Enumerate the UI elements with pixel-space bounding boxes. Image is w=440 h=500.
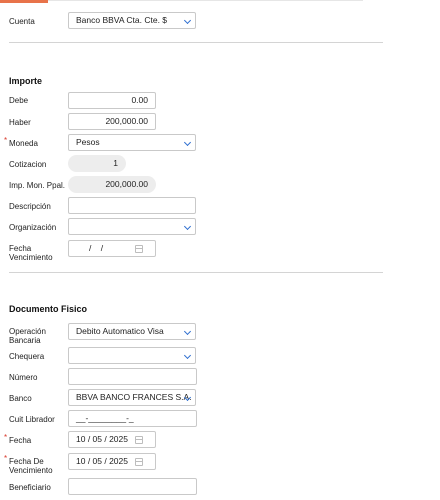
chevron-down-icon bbox=[184, 352, 191, 359]
required-mark: * bbox=[4, 433, 8, 442]
divider bbox=[9, 272, 383, 273]
chequera-label: Chequera bbox=[9, 352, 45, 361]
moneda-value: Pesos bbox=[76, 137, 100, 147]
calendar-icon[interactable] bbox=[135, 436, 143, 444]
calendar-icon[interactable] bbox=[135, 245, 143, 253]
fecha-label: Fecha bbox=[9, 436, 32, 445]
debe-input[interactable]: 0.00 bbox=[68, 92, 156, 109]
fecha-vencimiento-label-line2: Vencimiento bbox=[9, 253, 53, 262]
cuenta-value: Banco BBVA Cta. Cte. $ bbox=[76, 15, 168, 25]
fecha-de-vencimiento-label-line1: Fecha De bbox=[9, 457, 44, 466]
moneda-label: Moneda bbox=[9, 139, 38, 148]
imp-mon-ppal-value: 200,000.00 bbox=[68, 176, 156, 193]
haber-input[interactable]: 200,000.00 bbox=[68, 113, 156, 130]
organizacion-label: Organización bbox=[9, 223, 57, 232]
cuenta-label: Cuenta bbox=[9, 17, 35, 26]
fecha-de-vencimiento-value: 10 / 05 / 2025 bbox=[76, 456, 128, 466]
operacion-value: Debito Automatico Visa bbox=[76, 326, 164, 336]
beneficiario-input[interactable] bbox=[68, 478, 197, 495]
chevron-down-icon bbox=[184, 139, 191, 146]
top-border bbox=[48, 0, 363, 1]
numero-input[interactable] bbox=[68, 368, 197, 385]
beneficiario-label: Beneficiario bbox=[9, 483, 51, 492]
chequera-select[interactable] bbox=[68, 347, 196, 364]
banco-select[interactable] bbox=[68, 389, 196, 406]
fecha-vencimiento-label-line1: Fecha bbox=[9, 244, 32, 253]
section-title-documento-fisico: Documento Fisico bbox=[9, 304, 88, 314]
organizacion-select[interactable] bbox=[68, 218, 196, 235]
operacion-label-line1: Operación bbox=[9, 327, 46, 336]
required-mark: * bbox=[4, 136, 8, 145]
fecha-de-vencimiento-input[interactable] bbox=[68, 453, 156, 470]
banco-value: BBVA BANCO FRANCES S.A. bbox=[76, 392, 192, 402]
fecha-vencimiento-value: / / bbox=[89, 243, 104, 253]
cuit-librador-input[interactable]: __-________-_ bbox=[68, 410, 197, 427]
required-mark: * bbox=[4, 454, 8, 463]
numero-label: Número bbox=[9, 373, 38, 382]
fecha-input[interactable] bbox=[68, 431, 156, 448]
cotizacion-label: Cotizacion bbox=[9, 160, 47, 169]
descripcion-label: Descripción bbox=[9, 202, 51, 211]
section-title-importe: Importe bbox=[9, 76, 43, 86]
debe-label: Debe bbox=[9, 96, 29, 105]
cotizacion-value: 1 bbox=[68, 155, 126, 172]
active-tab-indicator bbox=[0, 0, 48, 3]
divider bbox=[9, 42, 383, 43]
chevron-down-icon bbox=[184, 328, 191, 335]
operacion-bancaria-select[interactable] bbox=[68, 323, 196, 340]
fecha-de-vencimiento-label-line2: Vencimiento bbox=[9, 466, 53, 475]
chevron-down-icon bbox=[184, 17, 191, 24]
calendar-icon[interactable] bbox=[135, 458, 143, 466]
descripcion-input[interactable] bbox=[68, 197, 196, 214]
banco-label: Banco bbox=[9, 394, 32, 403]
operacion-label-line2: Bancaria bbox=[9, 336, 41, 345]
cuit-librador-label: Cuit Librador bbox=[9, 415, 55, 424]
chevron-down-icon bbox=[184, 223, 191, 230]
haber-label: Haber bbox=[9, 118, 31, 127]
moneda-select[interactable] bbox=[68, 134, 196, 151]
fecha-value: 10 / 05 / 2025 bbox=[76, 434, 128, 444]
fecha-vencimiento-input[interactable] bbox=[68, 240, 156, 257]
imp-mon-ppal-label: Imp. Mon. Ppal. bbox=[9, 181, 66, 190]
cuenta-select[interactable] bbox=[68, 12, 196, 29]
